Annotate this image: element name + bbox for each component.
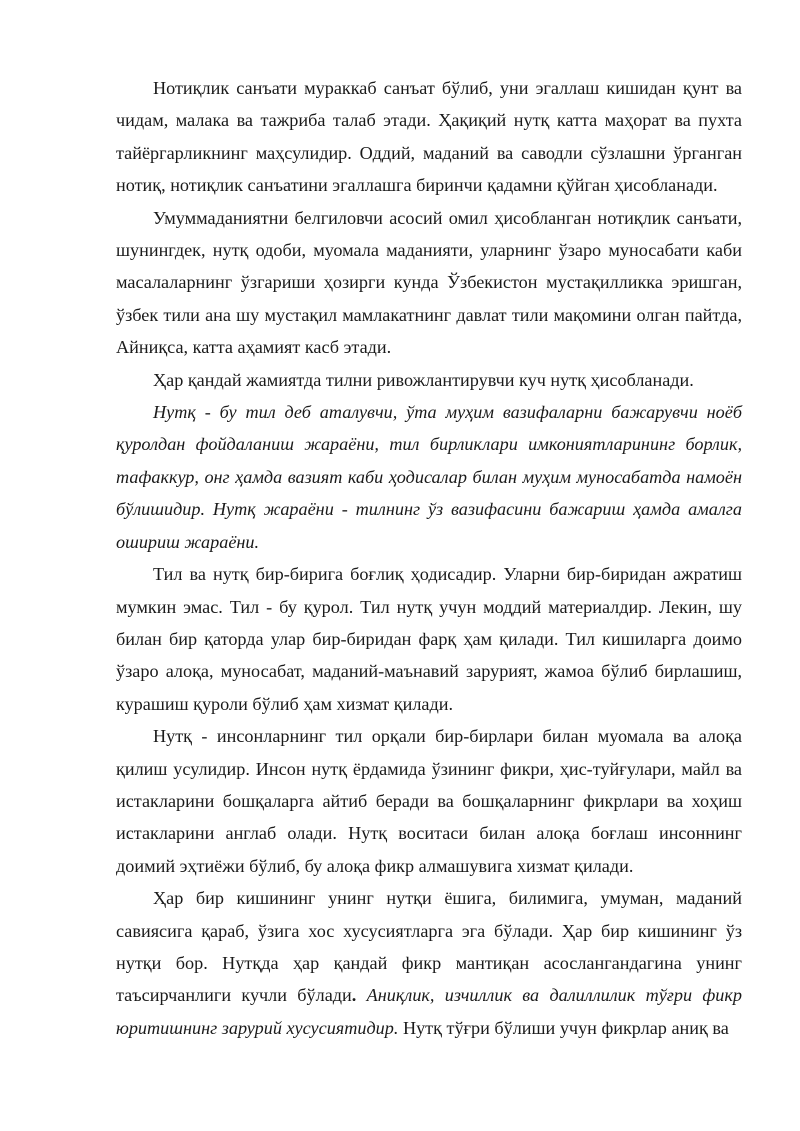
text-run: Нутқ - инсонларнинг тил орқали бир-бирлари билан муомала ва алоқа қилиш усулидир. Инсон нутқ ёрдамида ўзининг фикри, ҳис-туйғулари, майл ва истакларини бошқаларга айтиб беради ва бошқаларнинг фикрлари ва хоҳиш истакларини англаб олади. Нутқ воситаси билан алоқа боғлаш инсоннинг доимий эҳтиёжи бўлиб, бу алоқа фикр алмашувига хизмат қилади. bbox=[116, 726, 742, 876]
text-run-bold: . bbox=[351, 985, 357, 1006]
paragraph-language-and-speech bbox=[116, 558, 742, 720]
text-run: Ҳар қандай жамиятда тилни ривожлантирувчи куч нутқ ҳисобланади. bbox=[153, 369, 694, 390]
text-run: Нутқ - бу тил деб аталувчи, ўта муҳим вазифаларни бажарувчи ноёб қуролдан фойдаланиш жараёни, тил бирликлари имкониятларининг борлик, тафаккур, онг ҳамда вазият каби ҳодисалар билан муҳим муносабатда намоён бўлишидир. Нутқ жараёни - тилнинг ўз вазифасини бажариш ҳамда амалга ошириш жараёни. bbox=[116, 402, 742, 552]
text-run: Умуммаданиятни белгиловчи асосий омил ҳисобланган нотиқлик санъати, шунингдек, нутқ одоби, муомала маданияти, уларнинг ўзаро муносабати каби масалаларнинг ўзгариши ҳозирги кунда Ўзбекистон мустақилликка эришган, ўзбек тили ана шу мустақил мамлакатнинг давлат тили мақомини олган пайтда, Айниқса, катта аҳамият касб этади. bbox=[116, 207, 742, 358]
text-run: Ҳар бир кишининг унинг нутқи ёшига, билимига, умуман, маданий савиясига қараб, ўзига хос хусусиятларга эга бўлади. Ҳар бир кишининг ўз нутқи бор. Нутқда ҳар қандай фикр мантиқан асослангандагина унинг таъсирчанлиги кучли бўлади bbox=[116, 888, 742, 1006]
paragraph-speech-communication bbox=[116, 720, 742, 882]
paragraph-society-speech bbox=[116, 364, 742, 396]
document-body bbox=[116, 72, 742, 1044]
text-run-italic: Аниқлик, изчиллик ва далиллилик тўғри фикр юритишнинг зарурий хусусиятидир. bbox=[116, 985, 742, 1038]
paragraph-general-culture bbox=[116, 202, 742, 364]
text-run: Тил ва нутқ бир-бирига боғлиқ ҳодисадир. Уларни бир-биридан ажратиш мумкин эмас. Тил - бу қурол. Тил нутқ учун моддий материалдир. Лекин, шу билан бир қаторда улар бир-биридан фарқ ҳам қилади. Тил кишиларга доимо ўзаро алоқа, муносабат, маданий-маънавий зарурият, жамоа бўлиб бирлашиш, курашиш қуроли бўлиб ҳам хизмат қилади. bbox=[116, 564, 742, 714]
paragraph-oratory-art bbox=[116, 72, 742, 202]
paragraph-individual-speech bbox=[116, 882, 742, 1044]
paragraph-speech-definition bbox=[116, 396, 742, 558]
text-run: Нутқ тўғри бўлиши учун фикрлар аниқ ва bbox=[398, 1017, 729, 1038]
text-run: Нотиқлик санъати мураккаб санъат бўлиб, уни эгаллаш кишидан қунт ва чидам, малака ва тажриба талаб этади. Ҳақиқий нутқ катта маҳорат ва пухта тайёргарликнинг маҳсулидир. Оддий, маданий ва саводли сўзлашни ўрганган нотиқ, нотиқлик санъатини эгаллашга биринчи қадамни қўйган ҳисобланади. bbox=[116, 78, 742, 196]
